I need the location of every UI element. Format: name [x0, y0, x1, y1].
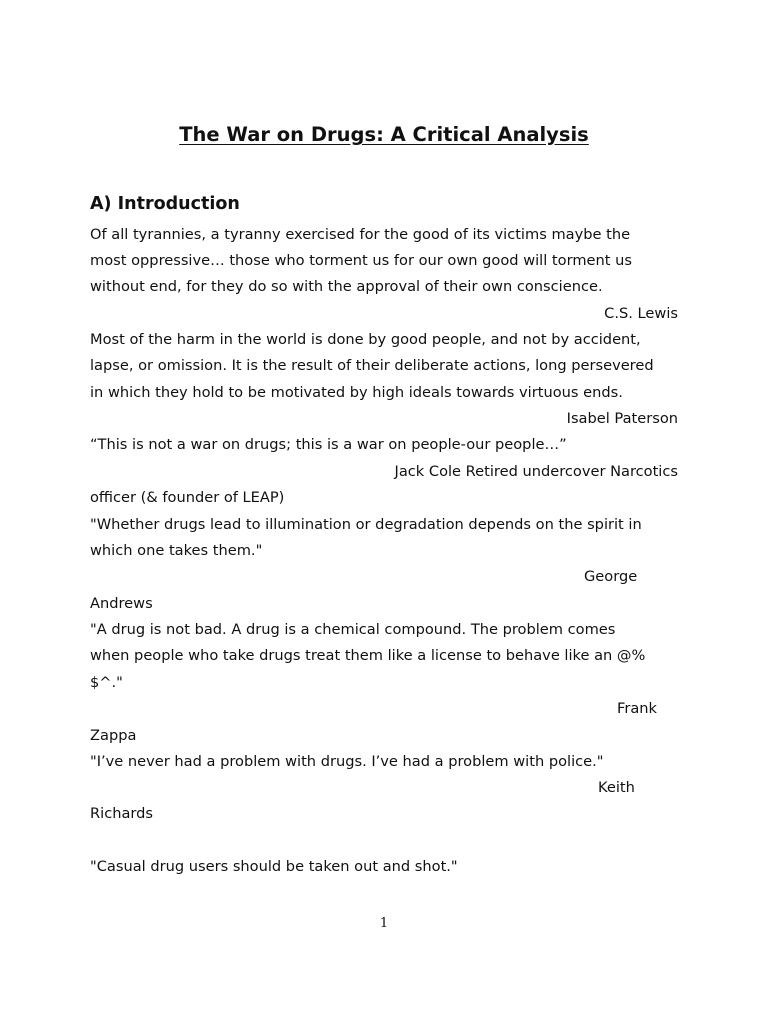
body-line: without end, for they do so with the approval of their own conscience.	[90, 278, 603, 295]
body-line: most oppressive… those who torment us for our own good will torment us	[90, 252, 632, 269]
body-line: "Whether drugs lead to illumination or degradation depends on the spirit in	[90, 516, 642, 533]
body-line: when people who take drugs treat them like a license to behave like an @%	[90, 647, 646, 664]
document-title: The War on Drugs: A Critical Analysis	[179, 123, 589, 146]
page-number: 1	[379, 916, 389, 931]
quote-attribution-continued: Andrews	[90, 595, 153, 612]
body-line: which one takes them."	[90, 542, 263, 559]
body-line: “This is not a war on drugs; this is a war on people-our people…”	[90, 436, 567, 453]
body-line: Of all tyrannies, a tyranny exercised for the good of its victims maybe the	[90, 226, 631, 243]
quote-attribution-continued: Zappa	[90, 727, 137, 744]
body-line: in which they hold to be motivated by high ideals towards virtuous ends.	[90, 384, 623, 401]
quote-attribution: Frank	[617, 700, 657, 717]
body-line: $^."	[90, 674, 123, 691]
body-line: lapse, or omission. It is the result of their deliberate actions, long persevered	[90, 357, 654, 374]
body-line: "A drug is not bad. A drug is a chemical compound. The problem comes	[90, 621, 616, 638]
body-line: "Casual drug users should be taken out and shot."	[90, 858, 458, 875]
quote-attribution-continued: officer (& founder of LEAP)	[90, 489, 285, 506]
body-line: Most of the harm in the world is done by good people, and not by accident,	[90, 331, 641, 348]
quote-attribution-continued: Richards	[90, 805, 154, 822]
quote-attribution: Keith	[598, 779, 635, 796]
quote-attribution: Jack Cole Retired undercover Narcotics	[394, 463, 678, 480]
body-line: "I’ve never had a problem with drugs. I’ve had a problem with police."	[90, 753, 604, 770]
quote-attribution: C.S. Lewis	[604, 305, 678, 322]
section-heading: A) Introduction	[90, 194, 240, 214]
quote-attribution: George	[584, 568, 638, 585]
quote-attribution: Isabel Paterson	[566, 410, 678, 427]
